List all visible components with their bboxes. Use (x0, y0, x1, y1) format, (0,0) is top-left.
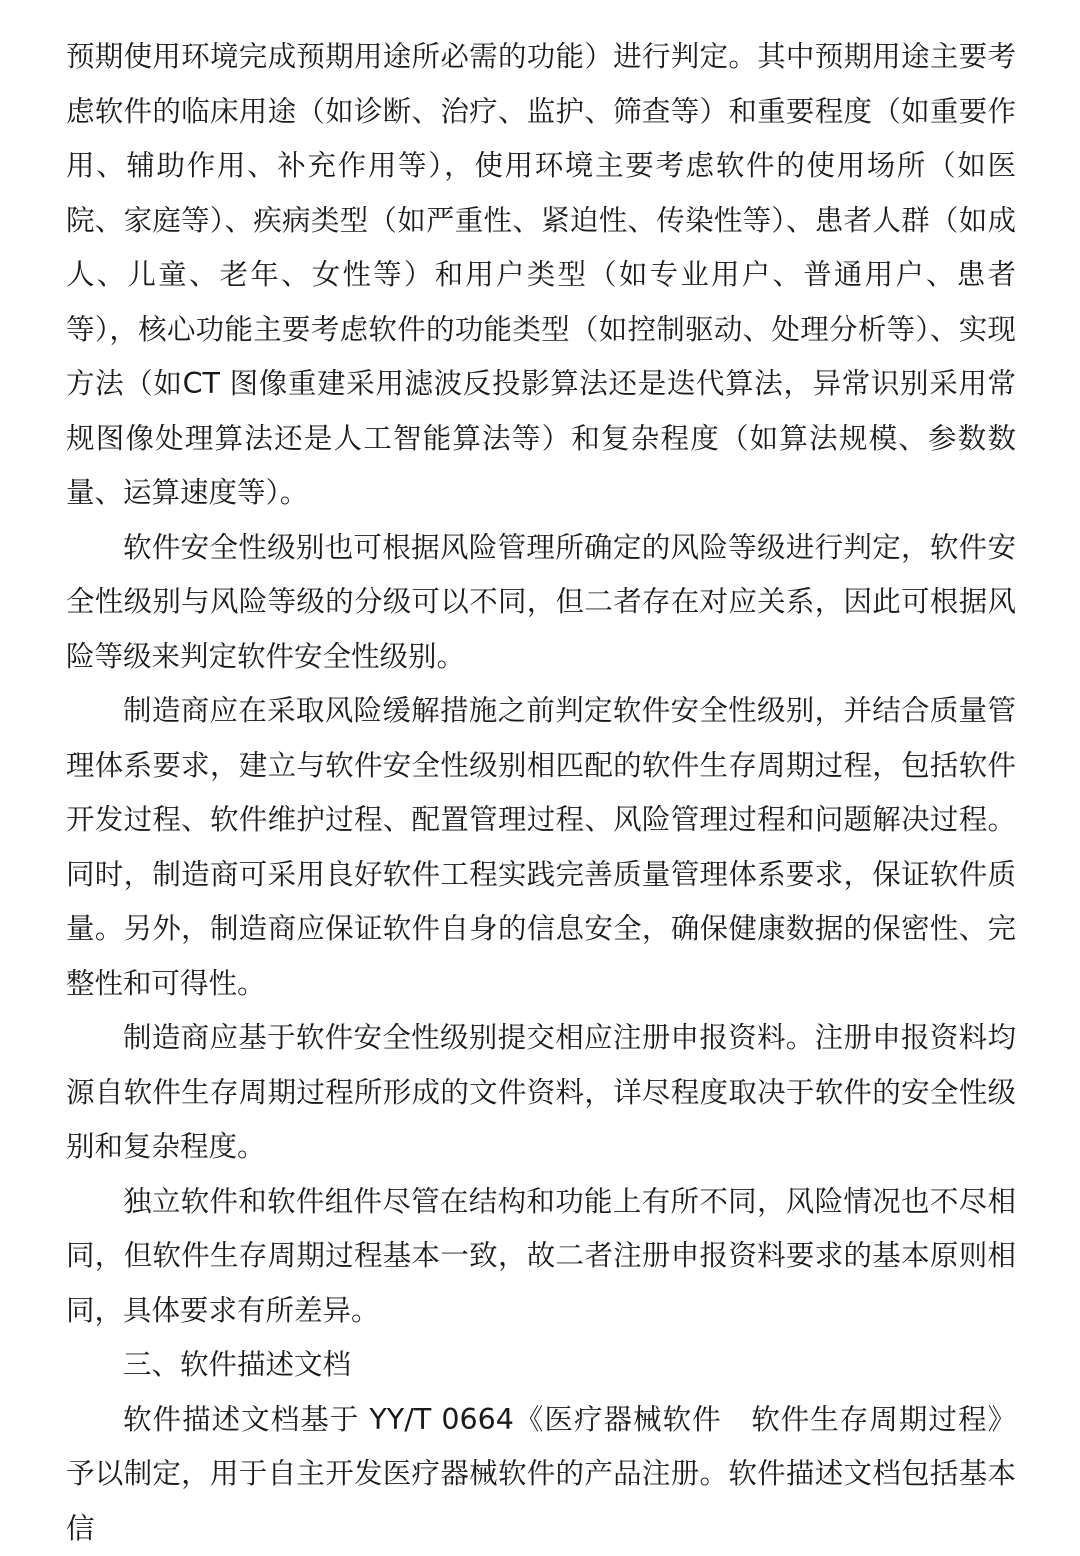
section-heading: 三、软件描述文档 (66, 1338, 1016, 1393)
paragraph-risk-level: 软件安全性级别也可根据风险管理所确定的风险等级进行判定，软件安全性级别与风险等级的分级可以不同，但二者存在对应关系，因此可根据风险等级来判定软件安全性级别。 (66, 521, 1016, 685)
paragraph-continuation: 预期使用环境完成预期用途所必需的功能）进行判定。其中预期用途主要考虑软件的临床用途（如诊断、治疗、监护、筛查等）和重要程度（如重要作用、辅助作用、补充作用等），使用环境主要考虑软件的使用场所（如医院、家庭等）、疾病类型（如严重性、紧迫性、传染性等）、患者人群（如成人、儿童、老年、女性等）和用户类型（如专业用户、普通用户、患者等），核心功能主要考虑软件的功能类型（如控制驱动、处理分析等）、实现方法（如CT 图像重建采用滤波反投影算法还是迭代算法，异常识别采用常规图像处理算法还是人工智能算法等）和复杂程度（如算法规模、参数数量、运算速度等）。 (66, 30, 1016, 521)
paragraph-registration-materials: 制造商应基于软件安全性级别提交相应注册申报资料。注册申报资料均源自软件生存周期过程所形成的文件资料，详尽程度取决于软件的安全性级别和复杂程度。 (66, 1011, 1016, 1175)
paragraph-standalone-vs-component: 独立软件和软件组件尽管在结构和功能上有所不同，风险情况也不尽相同，但软件生存周期过程基本一致，故二者注册申报资料要求的基本原则相同，具体要求有所差异。 (66, 1175, 1016, 1339)
document-page (66, 30, 1016, 1520)
paragraph-manufacturer-lifecycle: 制造商应在采取风险缓解措施之前判定软件安全性级别，并结合质量管理体系要求，建立与软件安全性级别相匹配的软件生存周期过程，包括软件开发过程、软件维护过程、配置管理过程、风险管理过程和问题解决过程。同时，制造商可采用良好软件工程实践完善质量管理体系要求，保证软件质量。另外，制造商应保证软件自身的信息安全，确保健康数据的保密性、完整性和可得性。 (66, 684, 1016, 1011)
paragraph-software-description: 软件描述文档基于 YY/T 0664《医疗器械软件 软件生存周期过程》予以制定，用于自主开发医疗器械软件的产品注册。软件描述文档包括基本信 (66, 1393, 1016, 1556)
